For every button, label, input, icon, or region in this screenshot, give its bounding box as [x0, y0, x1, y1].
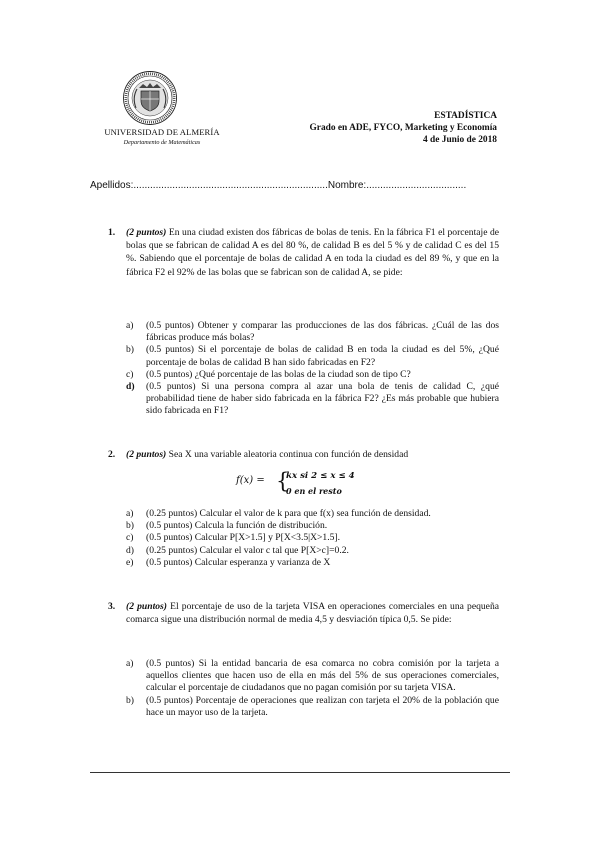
question-points: (2 puntos): [126, 227, 167, 238]
university-seal-logo: [122, 70, 178, 126]
exam-date: 4 de Junio de 2018: [423, 135, 497, 145]
question-2: [108, 448, 499, 461]
question-text: El porcentaje de uso de la tarjeta VISA en operaciones comerciales en una pequeña comarca sigue una distribución normal de media 4,5 y desviación típica 0,5. Se pide:: [126, 601, 499, 626]
question-text: Sea X una variable aleatoria continua con función de densidad: [168, 449, 409, 460]
list-item: b) (0.5 puntos) Si el porcentaje de bolas de calidad B en toda la ciudad es del 5%, ¿Qué porcentaje de bolas de calidad B han sido fabricadas en F2?: [126, 344, 499, 368]
formula-case-1: kx si 2 ≤ x ≤ 4: [286, 471, 355, 481]
question-text: En una ciudad existen dos fábricas de bolas de tenis. En la fábrica F1 el porcentaje de bolas que se fabrican de calidad A es del 80 %, de calidad B es del 5 % y de calidad C es del 15 %. Sabiendo que el porcentaje de bolas de calidad A en toda la ciudad es del 89 %, y que en la fábrica F2 el 92% de las bolas que se fabrican son de calidad A, se pide:: [126, 227, 500, 278]
question-2-items: [126, 508, 499, 569]
list-item: b) (0.5 puntos) Calcula la función de distribución.: [126, 520, 328, 532]
name-field[interactable]: ....................................: [366, 180, 467, 191]
university-name: UNIVERSIDAD DE ALMERÍA: [104, 127, 220, 137]
surname-field[interactable]: ......................................................................: [133, 180, 328, 191]
list-item: c) (0.5 puntos) Calcular P[X>1.5] y P[X<3.5|X>1.5].: [126, 532, 341, 544]
question-number: 3.: [108, 601, 116, 612]
name-label: Nombre:: [327, 180, 367, 191]
list-item: a) (0.5 puntos) Obtener y comparar las producciones de las dos fábricas. ¿Cuál de las dos fábricas produce más bolas?: [126, 320, 499, 344]
footer-divider: [90, 772, 510, 773]
question-1-items: [126, 320, 499, 418]
question-1: [108, 226, 500, 279]
formula-case-2: 0 en el resto: [286, 486, 342, 496]
list-item: d) (0.5 puntos) Si una persona compra al azar una bola de tenis de calidad C, ¿qué probabilidad tiene de haber sido fabricada en la fábrica F2? ¿Es más probable que hubiera sido fabricada en F1?: [126, 381, 499, 417]
list-item: b) (0.5 puntos) Porcentaje de operaciones que realizan con tarjeta el 20% de la población que hace un mayor uso de la tarjeta.: [126, 694, 499, 718]
department-name: Departamento de Matemáticas: [123, 139, 201, 146]
list-item: c) (0.5 puntos) ¿Qué porcentaje de las bolas de la ciudad son de tipo C?: [126, 368, 411, 380]
list-item: e) (0.5 puntos) Calcular esperanza y varianza de X: [126, 556, 331, 568]
degree-programs: Grado en ADE, FYCO, Marketing y Economía: [309, 123, 497, 133]
question-3-items: [126, 658, 499, 719]
question-number: 2.: [108, 449, 116, 460]
formula-brace: {: [276, 469, 290, 493]
list-item: a) (0.25 puntos) Calcular el valor de k para que f(x) sea función de densidad.: [126, 508, 431, 519]
student-info-line: [90, 180, 466, 191]
exam-subject: ESTADÍSTICA: [434, 111, 497, 121]
question-points: (2 puntos): [126, 449, 167, 460]
list-item: a) (0.5 puntos) Si la entidad bancaria de esa comarca no cobra comisión por la tarjeta a aquellos clientes que hacen uso de ella en más del 5% de sus operaciones comerciales, calcular el porcentaje de ciudadanos que no pagan comisión por su tarjeta VISA.: [126, 658, 499, 694]
question-3: [108, 600, 499, 626]
formula-lhs: f(x) =: [236, 475, 265, 486]
surname-label: Apellidos:: [90, 180, 134, 191]
question-points: (2 puntos): [126, 601, 167, 612]
question-number: 1.: [108, 227, 116, 238]
list-item: d) (0.25 puntos) Calcular el valor c tal que P[X>c]=0.2.: [126, 544, 349, 556]
